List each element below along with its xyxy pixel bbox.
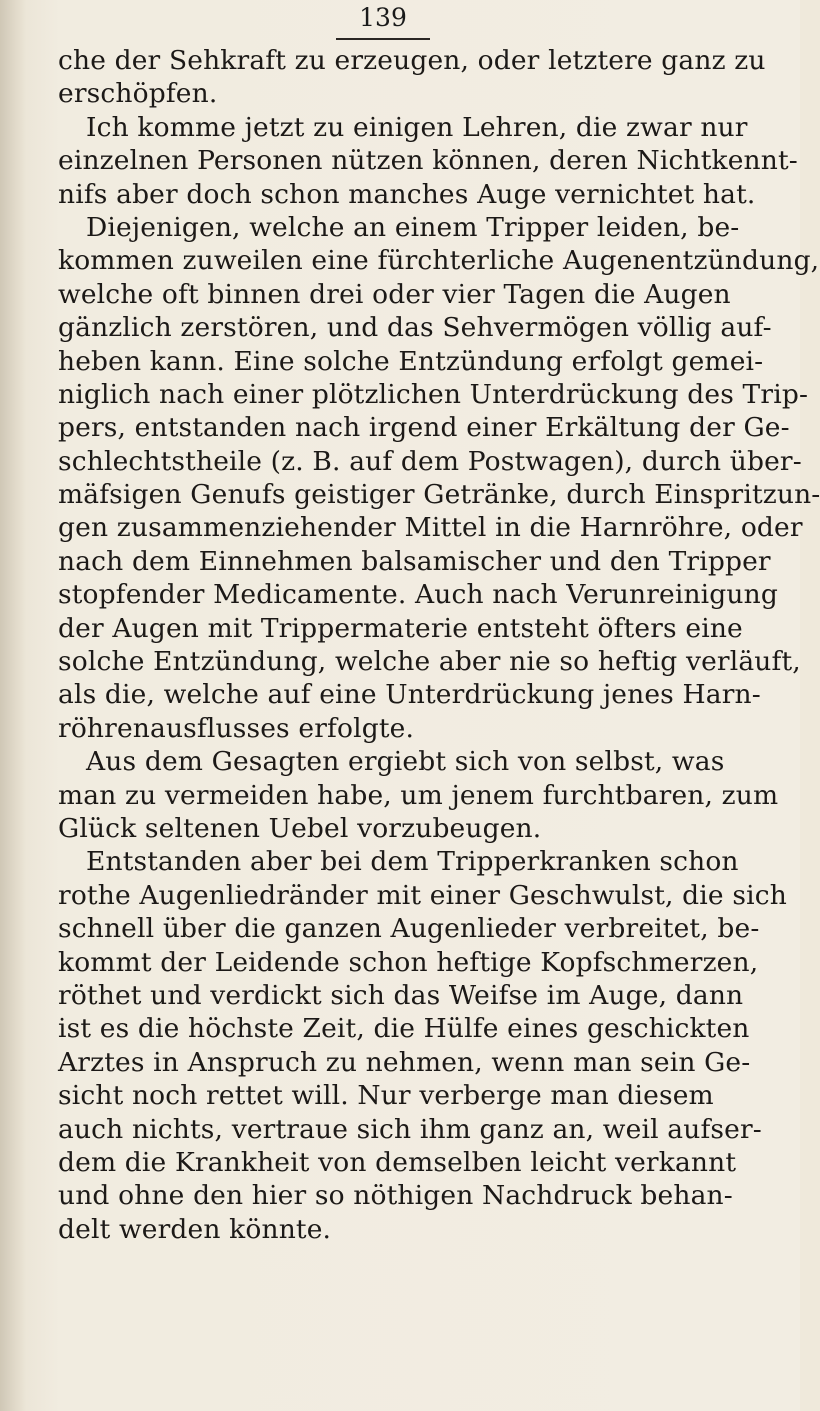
text-line: gänzlich zerstören, und das Sehvermögen völlig auf- <box>58 312 772 344</box>
text-line: solche Entzündung, welche aber nie so heftig verläuft, <box>58 646 801 678</box>
text-line: man zu vermeiden habe, um jenem furchtbaren, zum <box>58 779 779 811</box>
text-line: röthet und verdickt sich das Weifse im Auge, dann <box>58 979 744 1011</box>
page-number: 139 <box>359 3 407 32</box>
text-line: Entstanden aber bei dem Tripperkranken schon <box>86 846 739 878</box>
body-text <box>58 44 820 1246</box>
text-line: einzelnen Personen nützen können, deren Nichtkennt- <box>58 145 798 177</box>
text-line: che der Sehkraft zu erzeugen, oder letztere ganz zu <box>58 45 766 76</box>
text-line: delt werden könnte. <box>58 1213 332 1245</box>
text-line: kommen zuweilen eine fürchterliche Augenentzündung, <box>58 245 820 277</box>
text-line: schnell über die ganzen Augenlieder verbreitet, be- <box>58 913 760 945</box>
text-line: Diejenigen, welche an einem Tripper leiden, be- <box>86 211 740 243</box>
text-line: rothe Augenliedränder mit einer Geschwulst, die sich <box>58 879 787 911</box>
text-line: nach dem Einnehmen balsamischer und den Tripper <box>58 545 771 577</box>
text-line: dem die Krankheit von demselben leicht verkannt <box>58 1146 737 1178</box>
text-line: sicht noch rettet will. Nur verberge man diesem <box>58 1080 714 1112</box>
text-line: Arztes in Anspruch zu nehmen, wenn man sein Ge- <box>58 1046 751 1078</box>
page-number-rule <box>336 38 430 40</box>
text-line: ist es die höchste Zeit, die Hülfe eines geschickten <box>58 1013 750 1045</box>
text-line: gen zusammenziehender Mittel in die Harnröhre, oder <box>58 512 803 544</box>
text-line: pers, entstanden nach irgend einer Erkältung der Ge- <box>58 412 790 444</box>
text-line: nifs aber doch schon manches Auge vernichtet hat. <box>58 178 756 210</box>
text-line: niglich nach einer plötzlichen Unterdrückung des Trip- <box>58 378 809 410</box>
text-line: röhrenausflusses erfolgte. <box>58 712 415 744</box>
text-line: erschöpfen. <box>58 78 218 110</box>
page-gutter-shadow <box>0 0 26 1411</box>
text-line: der Augen mit Trippermaterie entsteht öfters eine <box>58 612 743 644</box>
text-line: Ich komme jetzt zu einigen Lehren, die zwar nur <box>86 111 748 143</box>
text-line: schlechtstheile (z. B. auf dem Postwagen), durch über- <box>58 445 802 477</box>
text-line: Aus dem Gesagten ergiebt sich von selbst, was <box>86 746 725 778</box>
text-line: mäfsigen Genufs geistiger Getränke, durch Einspritzun- <box>58 479 820 511</box>
text-line: auch nichts, vertraue sich ihm ganz an, weil aufser- <box>58 1113 762 1145</box>
text-line: welche oft binnen drei oder vier Tagen die Augen <box>58 278 731 310</box>
text-line: kommt der Leidende schon heftige Kopfschmerzen, <box>58 946 759 978</box>
text-line: heben kann. Eine solche Entzündung erfolgt gemei- <box>58 345 764 377</box>
text-line: und ohne den hier so nöthigen Nachdruck behan- <box>58 1180 733 1212</box>
text-line: stopfender Medicamente. Auch nach Verunreinigung <box>58 579 778 611</box>
text-line: als die, welche auf eine Unterdrückung jenes Harn- <box>58 679 761 711</box>
text-line: Glück seltenen Uebel vorzubeugen. <box>58 812 542 844</box>
